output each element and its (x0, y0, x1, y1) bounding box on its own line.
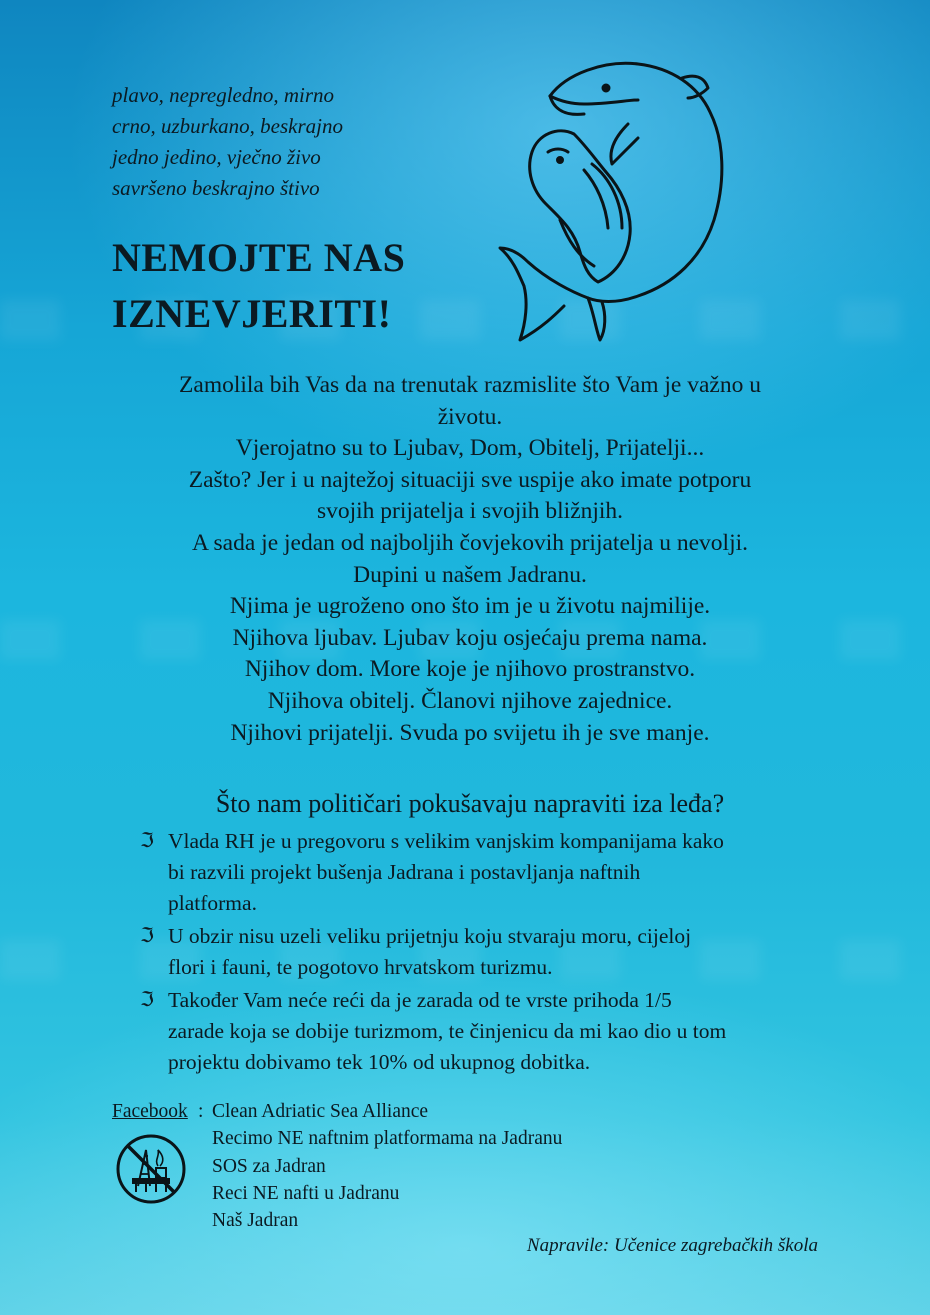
facebook-colon: : (198, 1101, 204, 1122)
poem-line: crno, uzburkano, beskrajno (112, 114, 343, 138)
body-line: Njihov dom. More koje je njihovo prostranstvo. (244, 656, 696, 683)
bullet-line: Također Vam neće reći da je zarada od te vrste prihoda 1/5 (168, 988, 672, 1012)
body-line: A sada je jedan od najboljih čovjekovih prijatelja u nevolji. (191, 529, 749, 556)
body-line: Njihova ljubav. Ljubav koju osjećaju prema nama. (232, 624, 708, 651)
body-line: Dupini u našem Jadranu. (353, 561, 587, 588)
body-line: Vjerojatno su to Ljubav, Dom, Obitelj, Prijatelji... (235, 435, 705, 462)
bullet-mark: ℑ (140, 925, 154, 947)
facebook-label: Facebook (112, 1101, 188, 1122)
facebook-page: Naš Jadran (212, 1210, 299, 1232)
facebook-page: Clean Adriatic Sea Alliance (212, 1101, 429, 1122)
headline-line-2: IZNEVJERITI! (112, 291, 392, 336)
dolphins-icon (488, 52, 760, 348)
bullet-line: bi razvili projekt bušenja Jadrana i postavljanja naftnih (168, 860, 641, 884)
poem-line: jedno jedino, vječno živo (112, 145, 321, 169)
body-line: svojih prijatelja i svojih bližnjih. (316, 498, 624, 525)
body-line: Njihovi prijatelji. Svuda po svijetu ih je sve manje. (230, 719, 710, 746)
credits: Napravile: Učenice zagrebačkih škola (526, 1235, 818, 1256)
bullet-line: projektu dobivamo tek 10% od ukupnog dobitka. (168, 1050, 591, 1074)
bullet-mark: ℑ (140, 989, 154, 1011)
section-heading: Što nam političari pokušavaju napraviti iza leđa? (215, 789, 725, 818)
bullet-list (140, 826, 840, 1080)
headline-line-1: NEMOJTE NAS (112, 235, 406, 280)
poem (112, 80, 472, 204)
body-line: Njima je ugroženo ono što im je u životu najmilije. (229, 593, 711, 620)
poem-line: plavo, nepregledno, mirno (112, 83, 335, 107)
facebook-page: Reci NE nafti u Jadranu (212, 1182, 400, 1204)
bullet-line: U obzir nisu uzeli veliku prijetnju koju stvaraju moru, cijeloj (168, 924, 692, 948)
bullet-mark: ℑ (140, 830, 154, 852)
list-item (140, 985, 840, 1078)
facebook-pages (212, 1098, 562, 1234)
headline (112, 230, 512, 342)
body-line: Zamolila bih Vas da na trenutak razmislite što Vam je važno u (179, 372, 761, 398)
bullet-line: flori i fauni, te pogotovo hrvatskom turizmu. (168, 955, 553, 979)
facebook-page: Recimo NE naftnim platformama na Jadranu (212, 1128, 563, 1150)
body-line: Zašto? Jer i u najtežoj situaciji sve uspije ako imate potporu (188, 466, 752, 493)
list-item (140, 826, 840, 919)
bullet-line: Vlada RH je u pregovoru s velikim vanjskim kompanijama kako (168, 829, 724, 853)
no-oil-platform-icon (114, 1132, 188, 1206)
facebook-page: SOS za Jadran (212, 1155, 326, 1177)
poem-line: savršeno beskrajno štivo (112, 176, 320, 200)
body-line: životu. (437, 403, 503, 430)
bullet-line: zarade koja se dobije turizmom, te činjenicu da mi kao dio u tom (168, 1019, 727, 1043)
appeal-text (100, 370, 840, 749)
list-item (140, 921, 840, 983)
body-line: Njihova obitelj. Članovi njihove zajednice. (267, 687, 673, 714)
bullet-line: platforma. (168, 891, 257, 915)
